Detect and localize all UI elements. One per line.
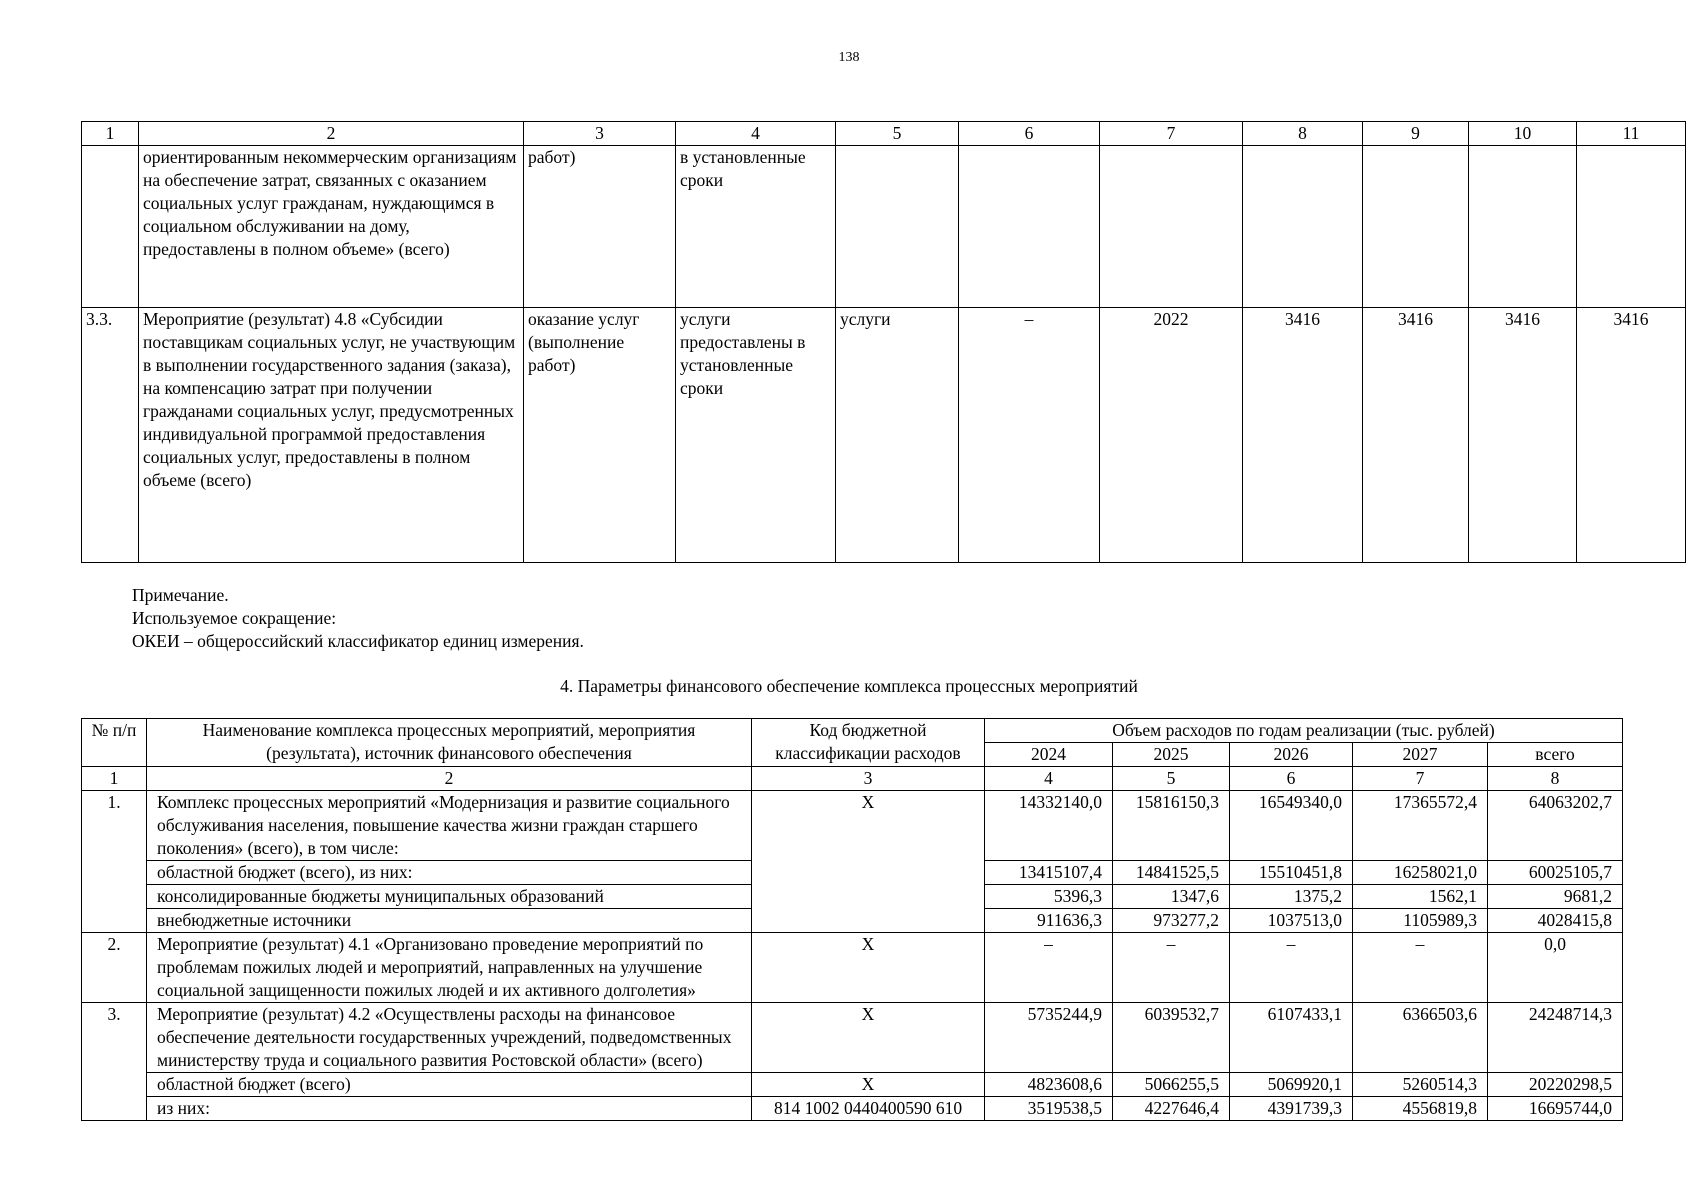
col-num-8: 8 bbox=[1243, 122, 1363, 146]
value-2027: 6366503,6 bbox=[1353, 1003, 1488, 1073]
value-total: 24248714,3 bbox=[1488, 1003, 1623, 1073]
value-2025: 1347,6 bbox=[1113, 885, 1230, 909]
col-num-1: 1 bbox=[82, 767, 147, 791]
value-2027: 17365572,4 bbox=[1353, 791, 1488, 861]
header-total: всего bbox=[1488, 743, 1623, 767]
row-name: консолидированные бюджеты муниципальных образований bbox=[147, 885, 752, 909]
value-2025: – bbox=[1113, 933, 1230, 1003]
col-num-5: 5 bbox=[1113, 767, 1230, 791]
value-2026: – bbox=[1230, 933, 1353, 1003]
header-year-2027: 2027 bbox=[1353, 743, 1488, 767]
value-2024: 14332140,0 bbox=[985, 791, 1113, 861]
value-2027: 1562,1 bbox=[1353, 885, 1488, 909]
table-row bbox=[82, 1073, 1623, 1097]
note-title: Примечание. bbox=[132, 585, 229, 605]
row-code: Х bbox=[752, 1003, 985, 1073]
col-num-3: 3 bbox=[524, 122, 676, 146]
row-number: 3.3. bbox=[82, 308, 139, 563]
column-number-row bbox=[82, 767, 1623, 791]
col-num-7: 7 bbox=[1353, 767, 1488, 791]
value-2027: – bbox=[1353, 933, 1488, 1003]
row-col6: – bbox=[959, 308, 1100, 563]
row-col3: работ) bbox=[524, 146, 676, 308]
header-year-2024: 2024 bbox=[985, 743, 1113, 767]
value-2025: 14841525,5 bbox=[1113, 861, 1230, 885]
col-num-11: 11 bbox=[1577, 122, 1686, 146]
row-name: областной бюджет (всего), из них: bbox=[147, 861, 752, 885]
value-total: 0,0 bbox=[1488, 933, 1623, 1003]
col-num-6: 6 bbox=[959, 122, 1100, 146]
value-total: 9681,2 bbox=[1488, 885, 1623, 909]
value-total: 60025105,7 bbox=[1488, 861, 1623, 885]
col-num-2: 2 bbox=[147, 767, 752, 791]
row-number: 3. bbox=[82, 1003, 147, 1121]
header-year-2025: 2025 bbox=[1113, 743, 1230, 767]
table-row-3-3 bbox=[82, 308, 1686, 563]
indicators-table bbox=[81, 121, 1686, 563]
table-row bbox=[82, 933, 1623, 1003]
row-number: 1. bbox=[82, 791, 147, 933]
section-title: 4. Параметры финансового обеспечение комплекса процессных мероприятий bbox=[560, 676, 1138, 696]
row-col3: оказание услуг (выполнение работ) bbox=[524, 308, 676, 563]
value-2025: 15816150,3 bbox=[1113, 791, 1230, 861]
value-2025: 5066255,5 bbox=[1113, 1073, 1230, 1097]
financing-table bbox=[81, 718, 1623, 1121]
value-2026: 5069920,1 bbox=[1230, 1073, 1353, 1097]
header-year-2026: 2026 bbox=[1230, 743, 1353, 767]
header-name: Наименование комплекса процессных мероприятий, мероприятия (результата), источник финансового обеспечения bbox=[147, 719, 752, 767]
value-2024: – bbox=[985, 933, 1113, 1003]
value-2026: 1037513,0 bbox=[1230, 909, 1353, 933]
header-code: Код бюджетной классификации расходов bbox=[752, 719, 985, 767]
row-name: Мероприятие (результат) 4.8 «Субсидии поставщикам социальных услуг, не участвующим в выполнении государственного задания (заказа), на компенсацию затрат при получении гражданами социальных услуг, предусмотренных индивидуальной программой предоставления социальных услуг, предоставлены в полном объеме (всего) bbox=[139, 308, 524, 563]
col-num-4: 4 bbox=[985, 767, 1113, 791]
value-2026: 4391739,3 bbox=[1230, 1097, 1353, 1121]
row-col8: 3416 bbox=[1243, 308, 1363, 563]
value-2027: 16258021,0 bbox=[1353, 861, 1488, 885]
row-name: Мероприятие (результат) 4.1 «Организовано проведение мероприятий по проблемам пожилых людей и мероприятий, направленных на улучшение социальной защищенности пожилых людей и их активного долголетия» bbox=[147, 933, 752, 1003]
row-name: областной бюджет (всего) bbox=[147, 1073, 752, 1097]
row-col7: 2022 bbox=[1100, 308, 1243, 563]
col-num-7: 7 bbox=[1100, 122, 1243, 146]
col-num-10: 10 bbox=[1469, 122, 1577, 146]
header-number: № п/п bbox=[82, 719, 147, 767]
row-code: Х bbox=[752, 791, 985, 933]
note-abbreviation: ОКЕИ – общероссийский классификатор единиц измерения. bbox=[132, 631, 584, 651]
value-2026: 6107433,1 bbox=[1230, 1003, 1353, 1073]
note-abbreviation-label: Используемое сокращение: bbox=[132, 608, 337, 628]
row-col5: услуги bbox=[836, 308, 959, 563]
value-2024: 911636,3 bbox=[985, 909, 1113, 933]
value-2026: 1375,2 bbox=[1230, 885, 1353, 909]
header-row bbox=[82, 719, 1623, 743]
column-number-row bbox=[82, 122, 1686, 146]
row-name: внебюджетные источники bbox=[147, 909, 752, 933]
row-name: из них: bbox=[147, 1097, 752, 1121]
table-row bbox=[82, 791, 1623, 861]
value-2024: 5396,3 bbox=[985, 885, 1113, 909]
row-name: Комплекс процессных мероприятий «Модернизация и развитие социального обслуживания населения, повышение качества жизни граждан старшего поколения» (всего), в том числе: bbox=[147, 791, 752, 861]
value-2027: 4556819,8 bbox=[1353, 1097, 1488, 1121]
row-name: ориентированным некоммерческим организациям на обеспечение затрат, связанных с оказанием социальных услуг гражданам, нуждающимся в социальном обслуживании на дому, предоставлены в полном объеме» (всего) bbox=[139, 146, 524, 308]
value-2024: 5735244,9 bbox=[985, 1003, 1113, 1073]
value-2024: 4823608,6 bbox=[985, 1073, 1113, 1097]
col-num-6: 6 bbox=[1230, 767, 1353, 791]
row-col9: 3416 bbox=[1363, 308, 1469, 563]
row-code: Х bbox=[752, 933, 985, 1003]
col-num-1: 1 bbox=[82, 122, 139, 146]
value-total: 20220298,5 bbox=[1488, 1073, 1623, 1097]
row-code: Х bbox=[752, 1073, 985, 1097]
header-volume: Объем расходов по годам реализации (тыс. рублей) bbox=[985, 719, 1623, 743]
value-2025: 973277,2 bbox=[1113, 909, 1230, 933]
table-row bbox=[82, 1003, 1623, 1073]
row-col11: 3416 bbox=[1577, 308, 1686, 563]
row-number: 2. bbox=[82, 933, 147, 1003]
value-2025: 6039532,7 bbox=[1113, 1003, 1230, 1073]
value-total: 64063202,7 bbox=[1488, 791, 1623, 861]
col-num-2: 2 bbox=[139, 122, 524, 146]
row-col4: в установленные сроки bbox=[676, 146, 836, 308]
col-num-9: 9 bbox=[1363, 122, 1469, 146]
value-2027: 5260514,3 bbox=[1353, 1073, 1488, 1097]
table-row-continuation bbox=[82, 146, 1686, 308]
col-num-3: 3 bbox=[752, 767, 985, 791]
col-num-4: 4 bbox=[676, 122, 836, 146]
value-2026: 16549340,0 bbox=[1230, 791, 1353, 861]
row-name: Мероприятие (результат) 4.2 «Осуществлены расходы на финансовое обеспечение деятельности государственных учреждений, подведомственных министерству труда и социального развития Ростовской области» (всего) bbox=[147, 1003, 752, 1073]
table-row bbox=[82, 1097, 1623, 1121]
value-2025: 4227646,4 bbox=[1113, 1097, 1230, 1121]
col-num-8: 8 bbox=[1488, 767, 1623, 791]
value-2027: 1105989,3 bbox=[1353, 909, 1488, 933]
row-code: 814 1002 0440400590 610 bbox=[752, 1097, 985, 1121]
value-2024: 13415107,4 bbox=[985, 861, 1113, 885]
value-total: 16695744,0 bbox=[1488, 1097, 1623, 1121]
value-2024: 3519538,5 bbox=[985, 1097, 1113, 1121]
page-number: 138 bbox=[838, 50, 860, 65]
row-col4: услуги предоставлены в установленные сроки bbox=[676, 308, 836, 563]
value-total: 4028415,8 bbox=[1488, 909, 1623, 933]
value-2026: 15510451,8 bbox=[1230, 861, 1353, 885]
row-col10: 3416 bbox=[1469, 308, 1577, 563]
col-num-5: 5 bbox=[836, 122, 959, 146]
